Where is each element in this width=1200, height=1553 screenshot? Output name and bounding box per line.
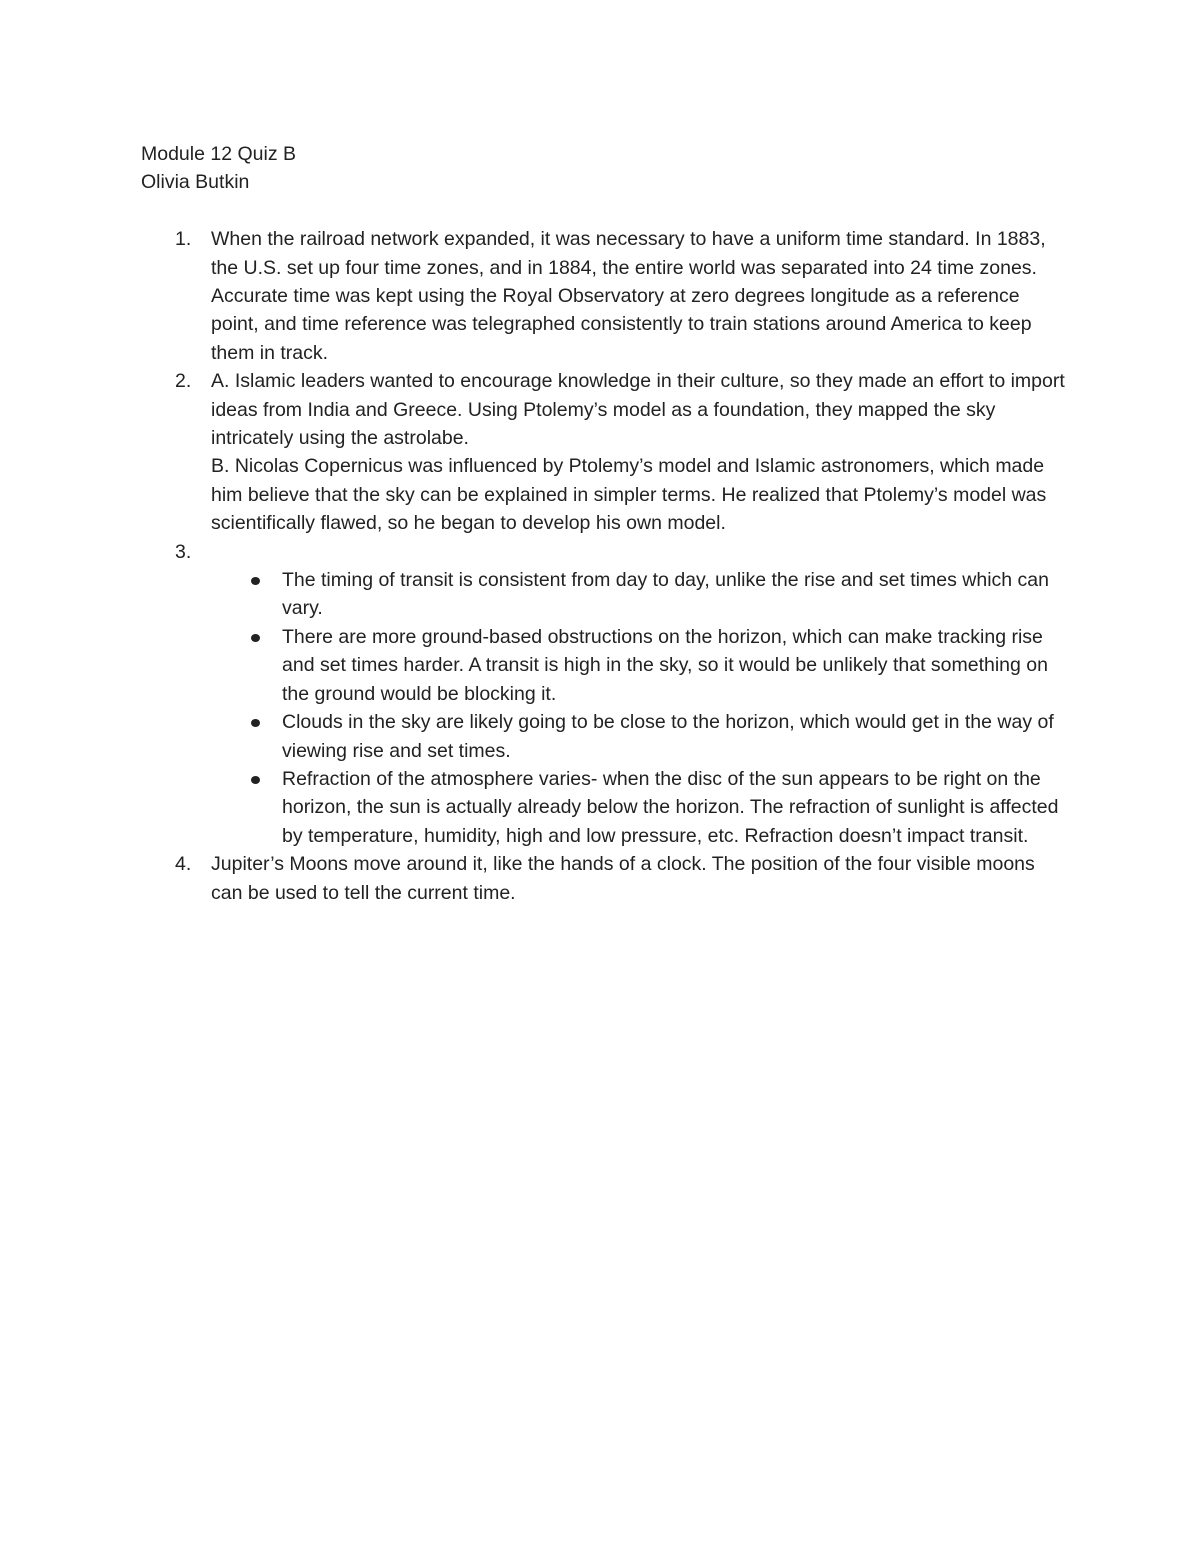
bullet-dot	[251, 634, 260, 642]
answer-part-a: A. Islamic leaders wanted to encourage knowledge in their culture, so they made an effort to import ideas from India and Greece. Using Ptolemy’s model as a foundation, they mapped the sky intricately using the astrolabe.	[211, 370, 1065, 450]
author-name: Olivia Butkin	[141, 171, 250, 194]
question-number: 1.	[175, 228, 192, 251]
question-3-heading	[141, 538, 1071, 566]
bullet-item	[141, 623, 1071, 708]
question-number: 2.	[175, 370, 192, 393]
bullet-text: The timing of transit is consistent from day to day, unlike the rise and set times which can vary.	[282, 569, 1049, 620]
bullet-item	[141, 765, 1071, 850]
bullet-item	[141, 708, 1071, 765]
question-number: 3.	[175, 540, 192, 563]
answer-text: Jupiter’s Moons move around it, like the hands of a clock. The position of the four visible moons can be used to tell the current time.	[211, 853, 1035, 904]
bullet-text: There are more ground-based obstructions on the horizon, which can make tracking rise and set times harder. A transit is high in the sky, so it would be unlikely that something on the ground would be blocking it.	[282, 625, 1048, 705]
answer-text: When the railroad network expanded, it was necessary to have a uniform time standard. In 1883, the U.S. set up four time zones, and in 1884, the entire world was separated into 24 time zones. Accurate time was kept using the Royal Observatory at zero degrees longitude as a reference point, and time reference was telegraphed consistently to train stations around America to keep them in track.	[211, 228, 1046, 364]
bullet-item	[141, 566, 1071, 623]
document-title: Module 12 Quiz B	[141, 143, 297, 165]
question-3	[141, 538, 1071, 850]
blank-line	[141, 197, 1071, 225]
bullet-text: Refraction of the atmosphere varies- when the disc of the sun appears to be right on the horizon, the sun is actually already below the horizon. The refraction of sunlight is affected by temperature, humidity, high and low pressure, etc. Refraction doesn’t impact transit.	[282, 767, 1059, 847]
bullet-list	[141, 566, 1071, 850]
bullet-dot	[251, 776, 260, 784]
bullet-dot	[251, 719, 260, 727]
question-2	[141, 367, 1071, 537]
question-1	[141, 225, 1071, 367]
question-number: 4.	[175, 853, 192, 876]
document-body	[141, 140, 1071, 907]
bullet-text: Clouds in the sky are likely going to be close to the horizon, which would get in the way of viewing rise and set times.	[282, 711, 1054, 762]
question-4	[141, 850, 1071, 907]
bullet-dot	[251, 577, 260, 585]
answer-part-b: B. Nicolas Copernicus was influenced by Ptolemy’s model and Islamic astronomers, which made him believe that the sky can be explained in simpler terms. He realized that Ptolemy’s model was scientifically flawed, so he began to develop his own model.	[211, 455, 1047, 535]
